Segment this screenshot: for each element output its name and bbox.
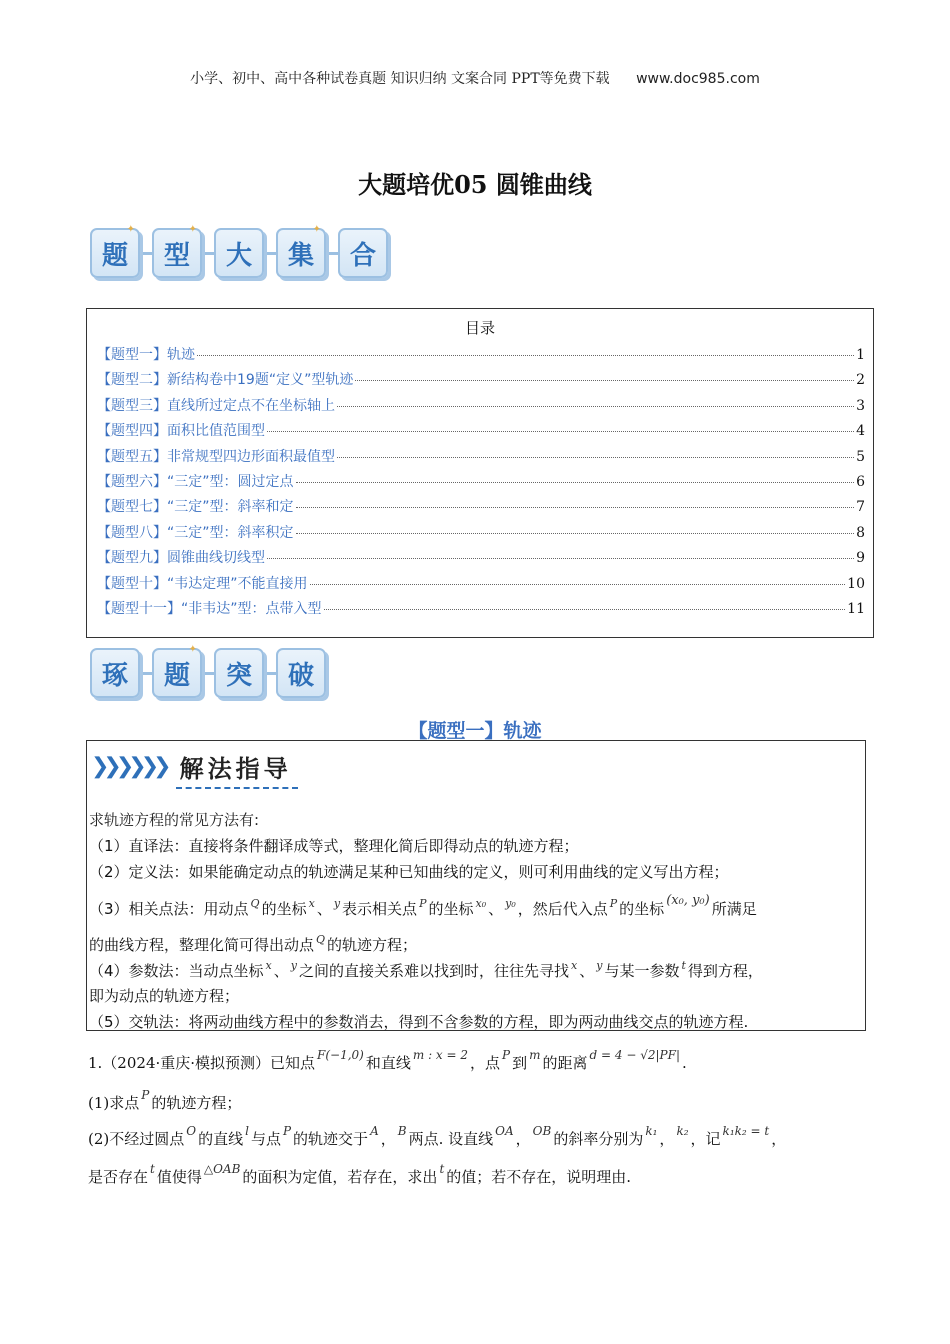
math-expr: d = 4 − √2|PF| — [589, 1048, 680, 1062]
text: ， — [659, 1130, 675, 1148]
toc-item[interactable] — [87, 598, 873, 623]
text: 、 — [488, 900, 504, 918]
banner-tile — [90, 224, 140, 278]
math-var: x — [308, 897, 315, 910]
text: . — [681, 1054, 687, 1072]
math-var: Q — [316, 933, 326, 946]
text: 、 — [316, 900, 332, 918]
star-icon: ✦ — [188, 224, 198, 235]
math-var: t — [150, 1162, 155, 1176]
method-line-3 — [89, 893, 757, 919]
method-guide-box — [86, 740, 866, 1031]
star-icon: ✦ — [126, 224, 136, 235]
math-expr: (x₀, y₀) — [666, 893, 710, 908]
math-var: m — [529, 1048, 541, 1062]
toc-item-page: 5 — [856, 448, 865, 465]
method-line-2: （2）定义法：如果能确定动点的轨迹满足某种已知曲线的定义，则可利用曲线的定义写出方程； — [89, 863, 729, 881]
math-expr: m : x = 2 — [412, 1048, 469, 1062]
text: ，记 — [690, 1130, 721, 1148]
math-var: Q — [250, 897, 260, 910]
math-var: x — [265, 959, 272, 972]
text: 的坐标 — [428, 900, 474, 918]
text: ，点 — [470, 1054, 501, 1072]
toc-item[interactable] — [87, 547, 873, 572]
page-title: 大题培优05 圆锥曲线 — [358, 170, 592, 199]
table-of-contents — [86, 308, 874, 638]
toc-item[interactable] — [87, 446, 873, 471]
toc-item-page: 2 — [856, 372, 865, 389]
toc-item-label[interactable]: 【题型十一】“非韦达”型：点带入型 — [97, 600, 322, 617]
math-expr: k₁k₂ = t — [722, 1124, 770, 1138]
toc-item-label[interactable]: 【题型三】直线所过定点不在坐标轴上 — [97, 397, 335, 414]
text: 的轨迹方程； — [327, 936, 418, 954]
banner-char: 大 — [225, 240, 252, 271]
math-var: k₂ — [676, 1124, 689, 1138]
text: （4）参数法：当动点坐标 — [89, 962, 264, 980]
method-banner — [91, 749, 292, 784]
toc-item-label[interactable]: 【题型二】新结构卷中19题“定义”型轨迹 — [97, 372, 354, 389]
method-line-1: （1）直译法：直接将条件翻译成等式，整理化简后即得动点的轨迹方程； — [89, 837, 579, 855]
text: 与点 — [250, 1130, 281, 1148]
toc-item[interactable] — [87, 369, 873, 394]
header-text: 小学、初中、高中各种试卷真题 知识归纳 文案合同 PPT等免费下载 — [190, 71, 610, 87]
math-var: P — [141, 1088, 150, 1102]
method-intro: 求轨迹方程的常见方法有: — [89, 811, 260, 829]
banner-tile — [152, 224, 202, 278]
math-var: x₀ — [475, 897, 487, 910]
problem-part-1 — [88, 1088, 241, 1113]
text: ， — [380, 1130, 396, 1148]
problem-stem — [88, 1048, 687, 1073]
toc-item-page: 10 — [847, 575, 865, 592]
text: 值使得 — [156, 1168, 202, 1186]
math-var: P — [282, 1124, 292, 1138]
toc-item-page: 7 — [856, 499, 865, 516]
banner-tile — [214, 648, 264, 698]
toc-item-label[interactable]: 【题型四】面积比值范围型 — [97, 423, 265, 440]
method-line-5 — [89, 959, 763, 981]
text: (2)不经过圆点 — [88, 1130, 185, 1148]
banner-char: 型 — [163, 240, 190, 271]
text: 的曲线方程，整理化简可得出动点 — [89, 936, 315, 954]
text: 得到方程， — [687, 962, 763, 980]
text: ， — [515, 1130, 531, 1148]
banner-char: 破 — [287, 660, 314, 691]
text: 和直线 — [365, 1054, 411, 1072]
text: ，然后代入点 — [517, 900, 608, 918]
text: （3）相关点法：用动点 — [89, 900, 249, 918]
math-var: y — [596, 959, 603, 972]
toc-item-page: 6 — [856, 473, 865, 490]
banner-tile — [90, 648, 140, 698]
math-var: l — [245, 1124, 249, 1138]
toc-item-label[interactable]: 【题型五】非常规型四边形面积最值型 — [97, 448, 335, 465]
toc-item-page: 4 — [856, 423, 865, 440]
text: (1)求点 — [88, 1094, 140, 1112]
text: 与某一参数 — [604, 962, 680, 980]
toc-item-label[interactable]: 【题型六】“三定”型：圆过定点 — [97, 473, 294, 490]
math-var: A — [370, 1124, 379, 1138]
chevrons-icon: ❯❯❯❯❯❯ — [91, 754, 166, 779]
banner-tile — [276, 648, 326, 698]
toc-list — [87, 344, 873, 623]
math-expr: F(−1,0) — [317, 1048, 364, 1062]
toc-item-label[interactable]: 【题型七】“三定”型：斜率和定 — [97, 499, 294, 516]
math-var: x — [571, 959, 578, 972]
toc-item-page: 3 — [856, 397, 865, 414]
math-var: y — [333, 897, 341, 910]
math-expr: △OAB — [203, 1162, 241, 1176]
toc-title: 目录 — [464, 319, 495, 337]
text: 的直线 — [198, 1130, 244, 1148]
toc-item[interactable] — [87, 573, 873, 598]
text: 的值；若不存在，说明理由. — [446, 1168, 632, 1186]
math-var: P — [609, 897, 618, 910]
text: 到 — [512, 1054, 528, 1072]
math-expr: OA — [495, 1124, 514, 1138]
math-var: y — [290, 959, 297, 972]
banner-char: 琢 — [101, 660, 128, 691]
math-expr: OB — [532, 1124, 552, 1138]
text: 、 — [579, 962, 595, 980]
text: 的面积为定值，若存在，求出 — [242, 1168, 438, 1186]
math-var: t — [439, 1162, 445, 1176]
page-header — [0, 68, 950, 88]
text: 、 — [273, 962, 289, 980]
toc-item-label[interactable]: 【题型八】“三定”型：斜率积定 — [97, 524, 294, 541]
toc-item[interactable] — [87, 471, 873, 496]
header-site[interactable]: www.doc985.com — [636, 71, 760, 87]
text: 是否存在 — [88, 1168, 149, 1186]
star-icon: ✦ — [312, 224, 322, 235]
section-heading: 【题型一】轨迹 — [408, 720, 542, 742]
method-line-4 — [89, 933, 417, 955]
method-line-6: 即为动点的轨迹方程； — [89, 987, 240, 1005]
star-icon: ✦ — [188, 644, 198, 655]
text: 的距离 — [542, 1054, 588, 1072]
text: ， — [771, 1130, 787, 1148]
problem-part-2 — [88, 1124, 786, 1149]
toc-item[interactable] — [87, 420, 873, 445]
method-banner-title: 解法指导 — [180, 749, 292, 784]
math-var: B — [397, 1124, 407, 1138]
problem-part-2-cont — [88, 1162, 631, 1187]
text: 的斜率分别为 — [553, 1130, 644, 1148]
banner-tile — [338, 228, 388, 278]
math-var: k₁ — [645, 1124, 658, 1138]
math-var: P — [419, 897, 427, 910]
toc-item[interactable] — [87, 522, 873, 547]
text: 之间的直接关系难以找到时，往往先寻找 — [299, 962, 570, 980]
toc-item-label[interactable]: 【题型九】圆锥曲线切线型 — [97, 550, 265, 567]
method-line-7: （5）交轨法：将两动曲线方程中的参数消去，得到不含参数的方程，即为两动曲线交点的轨迹方程. — [89, 1013, 749, 1031]
banner-char: 合 — [349, 240, 376, 271]
text: 的坐标 — [261, 900, 307, 918]
banner-tile — [152, 644, 202, 698]
text: 表示相关点 — [342, 900, 418, 918]
math-var: t — [681, 959, 686, 972]
banner-breakthrough — [90, 644, 326, 698]
toc-item-label[interactable]: 【题型十】“韦达定理”不能直接用 — [97, 575, 308, 592]
banner-char: 集 — [287, 240, 314, 271]
text: 的轨迹交于 — [293, 1130, 369, 1148]
math-var: P — [502, 1048, 511, 1062]
toc-item[interactable] — [87, 395, 873, 420]
toc-item-page: 9 — [856, 550, 865, 567]
toc-item-label[interactable]: 【题型一】轨迹 — [97, 347, 195, 363]
toc-item[interactable] — [87, 344, 873, 369]
banner-char: 题 — [101, 240, 128, 271]
toc-item-page: 11 — [847, 600, 865, 617]
banner-char: 突 — [225, 660, 252, 691]
banner-question-types — [90, 224, 388, 278]
toc-item[interactable] — [87, 496, 873, 521]
text: 所满足 — [711, 900, 757, 918]
text: 的坐标 — [619, 900, 665, 918]
text: 两点. 设直线 — [408, 1130, 494, 1148]
math-var: y₀ — [505, 897, 516, 910]
text: 的轨迹方程； — [151, 1094, 242, 1112]
text: 1.（2024·重庆·模拟预测）已知点 — [88, 1054, 316, 1072]
toc-item-page: 8 — [856, 524, 865, 541]
banner-tile — [214, 228, 264, 278]
banner-char: 题 — [163, 660, 190, 691]
toc-item-page: 1 — [856, 347, 865, 363]
math-var: O — [186, 1124, 197, 1138]
banner-tile — [276, 224, 326, 278]
